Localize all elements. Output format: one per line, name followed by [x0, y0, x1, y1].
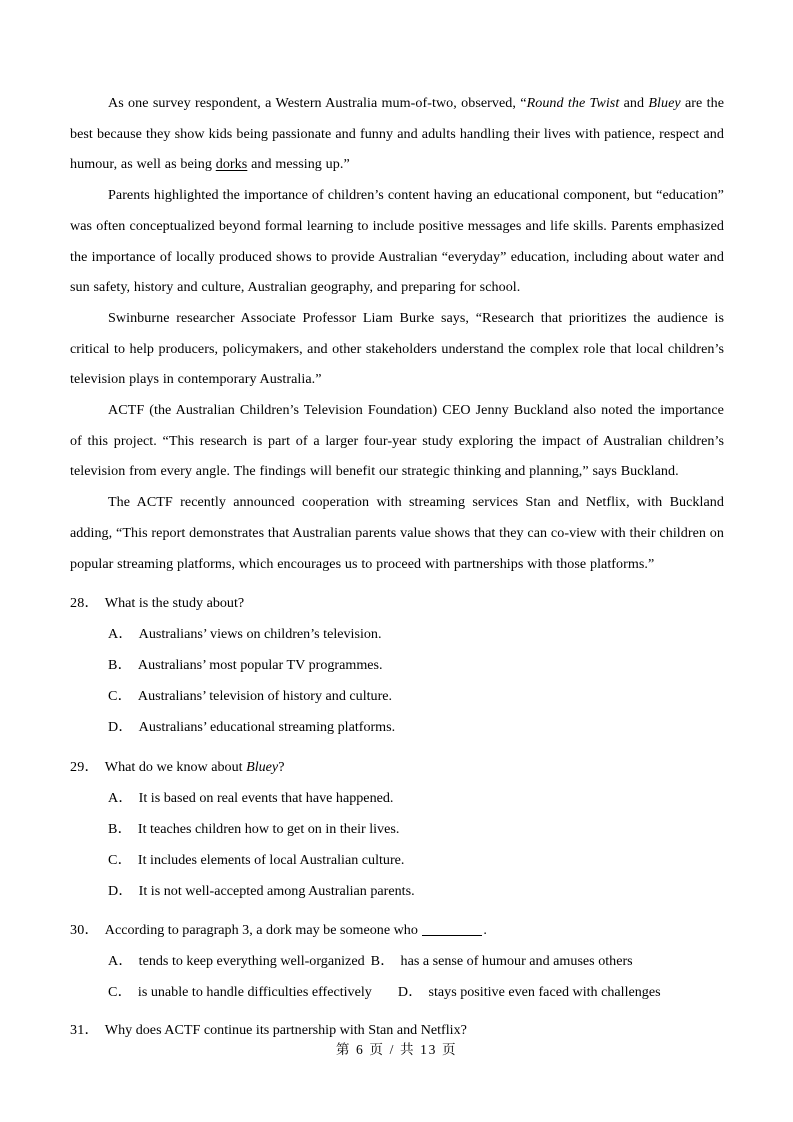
question-28-number: 28．: [70, 595, 99, 612]
question-30-option-a-text[interactable]: tends to keep everything well-organized: [138, 953, 365, 970]
question-30-option-row-2: [70, 977, 724, 1008]
paragraph-1-seg-text-d: and messing up.”: [247, 156, 350, 173]
question-31-stem-text: Why does ACTF continue its partnership with Stan and Netflix?: [104, 1022, 467, 1039]
page-footer: 第 6 页 / 共 13 页: [335, 1042, 458, 1057]
passage-body: [70, 88, 724, 579]
question-30-stem-prefix: According to paragraph 3, a dork may be someone who: [104, 922, 422, 939]
paragraph-4: ACTF (the Australian Children’s Television Foundation) CEO Jenny Buckland also noted the importance of this project. “This research is part of a larger four-year study exploring the impact of Australian children’s television from every angle. The findings will benefit our strategic thinking and planning,” says Buckland.: [70, 402, 724, 480]
question-28-option-c-label: C．: [108, 688, 132, 705]
question-29-option-c-text: It includes elements of local Australian culture.: [137, 852, 405, 869]
question-29-stem-suffix: ?: [278, 759, 285, 776]
question-28-option-a-text: Australians’ views on children’s television.: [138, 626, 382, 643]
question-29-option-d-label: D．: [108, 883, 133, 900]
question-29-option-c-label: C．: [108, 852, 132, 869]
paragraph-5: The ACTF recently announced cooperation with streaming services Stan and Netflix, with Buckland adding, “This report demonstrates that Australian parents value shows that they can co-view with their children on popular streaming platforms, which encourages us to proceed with partnerships with those platforms.”: [70, 494, 724, 572]
question-29-option-c[interactable]: [70, 845, 724, 876]
question-28-option-b-label: B．: [108, 657, 132, 674]
question-28-option-c-text: Australians’ television of history and culture.: [137, 688, 393, 705]
paragraph-1-seg-text-b: and: [619, 95, 649, 111]
page-content: [70, 88, 724, 1046]
question-28-option-a[interactable]: [70, 619, 724, 650]
question-28-option-d-text: Australians’ educational streaming platforms.: [138, 719, 396, 736]
question-31-number: 31．: [70, 1022, 99, 1039]
question-30-stem: [70, 915, 724, 946]
question-30: [70, 915, 724, 1008]
question-29-option-a-label: A．: [108, 790, 133, 807]
question-30-option-c-text[interactable]: is unable to handle difficulties effectively: [137, 984, 372, 1001]
paragraph-2: Parents highlighted the importance of children’s content having an educational component, but “education” was often conceptualized beyond formal learning to include positive messages and life skills. Parents emphasized the importance of locally produced shows to provide Australian “everyday” education, including about water and sun safety, history and culture, Australian geography, and preparing for school.: [70, 187, 724, 296]
question-29-option-a-text: It is based on real events that have happened.: [138, 790, 394, 807]
question-28-stem: [70, 588, 724, 619]
question-29-stem-italic-bluey: Bluey: [246, 759, 279, 776]
question-29-option-b[interactable]: [70, 814, 724, 845]
question-29-option-d[interactable]: [70, 876, 724, 907]
question-30-option-d-label: D．: [397, 984, 423, 1001]
question-29-option-d-text: It is not well-accepted among Australian parents.: [138, 883, 415, 900]
question-28-option-b-text: Australians’ most popular TV programmes.: [137, 657, 383, 674]
question-29-option-b-text: It teaches children how to get on in their lives.: [137, 821, 400, 838]
question-30-option-b-label: B．: [370, 953, 395, 970]
question-30-option-c-label: C．: [108, 984, 132, 1001]
question-28-stem-text: What is the study about?: [104, 595, 245, 612]
question-30-number: 30．: [70, 922, 99, 939]
question-28-option-a-label: A．: [108, 626, 133, 643]
question-28-option-d[interactable]: [70, 712, 724, 743]
question-28-option-b[interactable]: [70, 650, 724, 681]
question-28-option-c[interactable]: [70, 681, 724, 712]
question-30-answer-blank[interactable]: [422, 935, 482, 936]
paragraph-1-seg-text-c: are the best because they show kids being passionate and funny and adults handling their lives with patience, respect and humour, as well as being: [70, 95, 724, 173]
paragraph-1: [70, 88, 724, 180]
question-30-option-a-label: A．: [108, 953, 133, 970]
paragraph-3: Swinburne researcher Associate Professor Liam Burke says, “Research that prioritizes the audience is critical to help producers, policymakers, and other stakeholders understand the complex role that local children’s television plays in contemporary Australia.”: [70, 309, 724, 388]
question-29: [70, 752, 724, 907]
paragraph-1-underlined-word-dorks: dorks: [215, 156, 248, 173]
paragraph-1-title-bluey: Bluey: [648, 95, 681, 111]
question-29-stem-prefix: What do we know about: [104, 759, 247, 776]
question-30-option-row-1: [70, 946, 724, 977]
question-28-option-d-label: D．: [108, 719, 133, 736]
question-29-option-a[interactable]: [70, 783, 724, 814]
paragraph-1-title-round-the-twist: Round the Twist: [526, 95, 620, 111]
question-29-option-b-label: B．: [108, 821, 132, 838]
paragraph-1-seg-text-a: As one survey respondent, a Western Australia mum-of-two, observed, “: [108, 95, 527, 111]
question-30-option-d-text[interactable]: stays positive even faced with challenges: [428, 984, 661, 1001]
question-30-stem-suffix: .: [483, 922, 487, 939]
question-28: [70, 588, 724, 743]
question-29-stem: [70, 752, 724, 783]
question-30-option-b-text[interactable]: has a sense of humour and amuses others: [400, 953, 633, 970]
question-29-number: 29．: [70, 759, 99, 776]
